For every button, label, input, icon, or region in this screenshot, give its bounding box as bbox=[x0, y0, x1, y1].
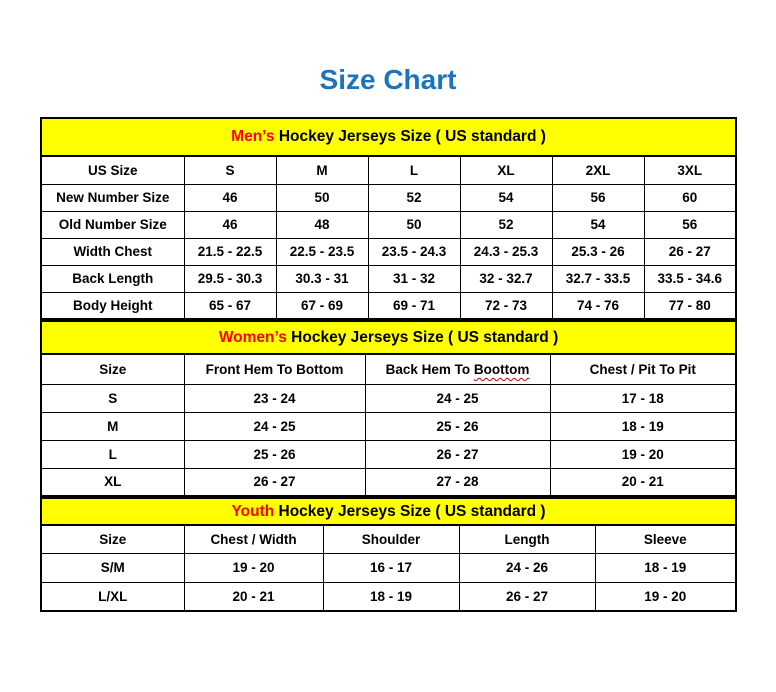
cell: 26 - 27 bbox=[459, 582, 595, 611]
cell: 24 - 26 bbox=[459, 553, 595, 582]
row-label: Body Height bbox=[41, 292, 184, 319]
cell: 26 - 27 bbox=[644, 238, 736, 265]
table-row bbox=[41, 582, 736, 611]
youth-col-header: Shoulder bbox=[323, 525, 459, 553]
youth-table-caption bbox=[41, 498, 736, 525]
mens-col-header: L bbox=[368, 156, 460, 184]
cell: 19 - 20 bbox=[595, 582, 736, 611]
table-row bbox=[41, 265, 736, 292]
cell: 60 bbox=[644, 184, 736, 211]
size-chart-tables bbox=[40, 117, 735, 612]
mens-col-header: XL bbox=[460, 156, 552, 184]
page-title: Size Chart bbox=[319, 64, 457, 95]
cell: 26 - 27 bbox=[365, 440, 550, 468]
mens-col-header: US Size bbox=[41, 156, 184, 184]
back-hem-misspelled-word: Boottom bbox=[473, 361, 530, 377]
cell: 24 - 25 bbox=[365, 384, 550, 412]
cell: 25 - 26 bbox=[184, 440, 365, 468]
womens-header-row bbox=[41, 354, 736, 384]
womens-table-caption-row bbox=[41, 321, 736, 354]
mens-col-header: S bbox=[184, 156, 276, 184]
cell: 22.5 - 23.5 bbox=[276, 238, 368, 265]
cell: 18 - 19 bbox=[323, 582, 459, 611]
row-label: L/XL bbox=[41, 582, 184, 611]
cell: 67 - 69 bbox=[276, 292, 368, 319]
cell: 50 bbox=[368, 211, 460, 238]
table-row bbox=[41, 440, 736, 468]
mens-col-header: 3XL bbox=[644, 156, 736, 184]
mens-header-row bbox=[41, 156, 736, 184]
youth-col-header: Length bbox=[459, 525, 595, 553]
cell: 20 - 21 bbox=[184, 582, 323, 611]
womens-col-header: Size bbox=[41, 354, 184, 384]
youth-col-header: Chest / Width bbox=[184, 525, 323, 553]
row-label: Width Chest bbox=[41, 238, 184, 265]
table-row bbox=[41, 412, 736, 440]
cell: 77 - 80 bbox=[644, 292, 736, 319]
cell: 32.7 - 33.5 bbox=[552, 265, 644, 292]
cell: 52 bbox=[460, 211, 552, 238]
cell: 23.5 - 24.3 bbox=[368, 238, 460, 265]
cell: 16 - 17 bbox=[323, 553, 459, 582]
row-label: S bbox=[41, 384, 184, 412]
womens-table-caption bbox=[41, 321, 736, 354]
womens-col-header: Chest / Pit To Pit bbox=[550, 354, 736, 384]
cell: 56 bbox=[552, 184, 644, 211]
cell: 54 bbox=[552, 211, 644, 238]
cell: 25.3 - 26 bbox=[552, 238, 644, 265]
cell: 56 bbox=[644, 211, 736, 238]
table-row bbox=[41, 184, 736, 211]
youth-col-header: Size bbox=[41, 525, 184, 553]
cell: 31 - 32 bbox=[368, 265, 460, 292]
row-label: XL bbox=[41, 468, 184, 496]
cell: 18 - 19 bbox=[550, 412, 736, 440]
cell: 19 - 20 bbox=[550, 440, 736, 468]
womens-col-header-back-hem bbox=[365, 354, 550, 384]
row-label: Old Number Size bbox=[41, 211, 184, 238]
mens-col-header: M bbox=[276, 156, 368, 184]
cell: 24 - 25 bbox=[184, 412, 365, 440]
cell: 20 - 21 bbox=[550, 468, 736, 496]
cell: 27 - 28 bbox=[365, 468, 550, 496]
youth-header-row bbox=[41, 525, 736, 553]
womens-caption-highlight: Women’s bbox=[218, 328, 287, 346]
youth-size-table bbox=[40, 497, 737, 612]
youth-table-caption-row bbox=[41, 498, 736, 525]
back-hem-prefix: Back Hem To bbox=[385, 361, 474, 377]
table-row bbox=[41, 384, 736, 412]
cell: 46 bbox=[184, 184, 276, 211]
table-row bbox=[41, 468, 736, 496]
mens-table-caption-row bbox=[41, 118, 736, 156]
cell: 65 - 67 bbox=[184, 292, 276, 319]
cell: 33.5 - 34.6 bbox=[644, 265, 736, 292]
cell: 17 - 18 bbox=[550, 384, 736, 412]
row-label: New Number Size bbox=[41, 184, 184, 211]
cell: 19 - 20 bbox=[184, 553, 323, 582]
row-label: Back Length bbox=[41, 265, 184, 292]
womens-size-table bbox=[40, 320, 737, 497]
mens-size-table bbox=[40, 117, 737, 320]
row-label: L bbox=[41, 440, 184, 468]
table-row bbox=[41, 211, 736, 238]
row-label: M bbox=[41, 412, 184, 440]
cell: 23 - 24 bbox=[184, 384, 365, 412]
cell: 30.3 - 31 bbox=[276, 265, 368, 292]
youth-col-header: Sleeve bbox=[595, 525, 736, 553]
mens-table-caption bbox=[41, 118, 736, 156]
youth-caption-rest: Hockey Jerseys Size ( US standard ) bbox=[274, 502, 546, 520]
table-row bbox=[41, 553, 736, 582]
cell: 52 bbox=[368, 184, 460, 211]
cell: 46 bbox=[184, 211, 276, 238]
table-row bbox=[41, 238, 736, 265]
womens-caption-rest: Hockey Jerseys Size ( US standard ) bbox=[286, 328, 559, 346]
cell: 48 bbox=[276, 211, 368, 238]
table-row bbox=[41, 292, 736, 319]
mens-caption-highlight: Men’s bbox=[231, 128, 275, 145]
cell: 24.3 - 25.3 bbox=[460, 238, 552, 265]
mens-col-header: 2XL bbox=[552, 156, 644, 184]
cell: 32 - 32.7 bbox=[460, 265, 552, 292]
cell: 69 - 71 bbox=[368, 292, 460, 319]
youth-caption-highlight: Youth bbox=[231, 502, 275, 520]
cell: 50 bbox=[276, 184, 368, 211]
cell: 26 - 27 bbox=[184, 468, 365, 496]
cell: 18 - 19 bbox=[595, 553, 736, 582]
cell: 25 - 26 bbox=[365, 412, 550, 440]
mens-caption-rest: Hockey Jerseys Size ( US standard ) bbox=[274, 128, 546, 145]
cell: 74 - 76 bbox=[552, 292, 644, 319]
cell: 72 - 73 bbox=[460, 292, 552, 319]
cell: 29.5 - 30.3 bbox=[184, 265, 276, 292]
womens-col-header: Front Hem To Bottom bbox=[184, 354, 365, 384]
cell: 21.5 - 22.5 bbox=[184, 238, 276, 265]
row-label: S/M bbox=[41, 553, 184, 582]
cell: 54 bbox=[460, 184, 552, 211]
